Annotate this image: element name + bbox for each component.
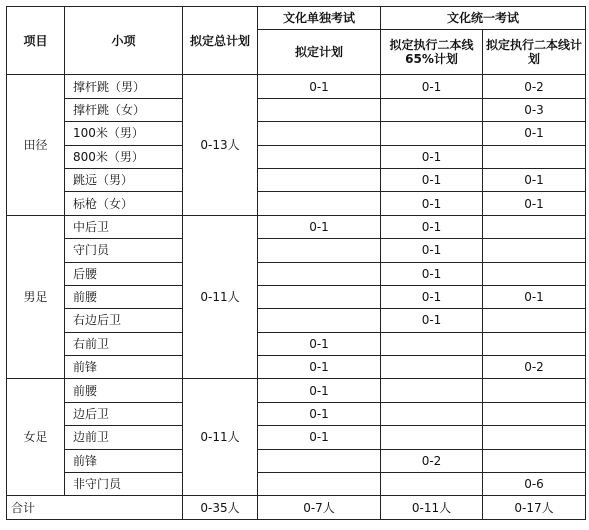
header-project: 项目 [7,7,65,75]
total-label: 合计 [7,496,183,519]
unified-line-cell [483,379,586,402]
unified-65-cell: 0-1 [381,239,483,262]
separate-plan-cell: 0-1 [258,356,381,379]
unified-65-cell [381,332,483,355]
total-row [7,496,586,519]
sub-item-cell: 中后卫 [65,215,183,238]
header-sub-item: 小项 [65,7,183,75]
sub-item-cell: 100米（男） [65,122,183,145]
separate-plan-cell: 0-1 [258,402,381,425]
unified-65-cell: 0-1 [381,309,483,332]
unified-line-cell: 0-6 [483,473,586,496]
unified-line-cell [483,449,586,472]
group-total: 0-13人 [183,75,258,215]
unified-65-cell [381,473,483,496]
sub-item-cell: 右边后卫 [65,309,183,332]
separate-plan-cell [258,122,381,145]
unified-line-cell [483,332,586,355]
group-total: 0-11人 [183,215,258,379]
unified-65-cell: 0-1 [381,145,483,168]
group-name: 女足 [7,379,65,496]
separate-plan-cell [258,168,381,191]
sub-item-cell: 右前卫 [65,332,183,355]
group-total: 0-11人 [183,379,258,496]
table-row [7,122,586,145]
sub-item-cell: 前锋 [65,356,183,379]
separate-plan-cell: 0-1 [258,379,381,402]
sub-item-cell: 边前卫 [65,426,183,449]
separate-plan-cell [258,262,381,285]
separate-plan-cell: 0-1 [258,75,381,98]
sub-item-cell: 非守门员 [65,473,183,496]
table-row [7,285,586,308]
sub-item-cell: 标枪（女） [65,192,183,215]
unified-line-cell: 0-3 [483,98,586,121]
unified-line-sum: 0-17人 [483,496,586,519]
table-row [7,145,586,168]
sub-item-cell: 后腰 [65,262,183,285]
header-separate-plan: 拟定计划 [258,30,381,75]
group-name: 男足 [7,215,65,379]
sub-item-cell: 边后卫 [65,402,183,425]
separate-plan-cell [258,192,381,215]
separate-plan-cell [258,285,381,308]
unified-65-cell [381,98,483,121]
separate-plan-cell [258,309,381,332]
unified-line-cell: 0-1 [483,285,586,308]
unified-65-cell [381,379,483,402]
unified-line-cell [483,402,586,425]
unified-line-cell: 0-1 [483,192,586,215]
unified-65-cell [381,426,483,449]
separate-plan-cell: 0-1 [258,332,381,355]
unified-65-cell [381,356,483,379]
unified-65-sum: 0-11人 [381,496,483,519]
header-row-1 [7,7,586,30]
unified-65-cell: 0-1 [381,285,483,308]
group-name: 田径 [7,75,65,215]
unified-65-cell: 0-1 [381,262,483,285]
table-row [7,473,586,496]
table-row [7,426,586,449]
table-row [7,239,586,262]
header-unified-line: 拟定执行二本线计划 [483,30,586,75]
separate-plan-cell [258,449,381,472]
table-row [7,215,586,238]
sub-item-cell: 守门员 [65,239,183,262]
sub-item-cell: 800米（男） [65,145,183,168]
unified-line-cell: 0-2 [483,75,586,98]
header-unified-65: 拟定执行二本线65%计划 [381,30,483,75]
table-row [7,402,586,425]
table-row [7,192,586,215]
unified-65-cell: 0-2 [381,449,483,472]
sub-item-cell: 跳远（男） [65,168,183,191]
unified-line-cell [483,239,586,262]
unified-line-cell [483,309,586,332]
sub-item-cell: 撑杆跳（男） [65,75,183,98]
unified-65-cell: 0-1 [381,168,483,191]
unified-line-cell [483,426,586,449]
separate-plan-cell: 0-1 [258,215,381,238]
sub-item-cell: 前腰 [65,379,183,402]
table-row [7,332,586,355]
unified-65-cell: 0-1 [381,192,483,215]
unified-line-cell [483,145,586,168]
unified-65-cell: 0-1 [381,215,483,238]
separate-plan-cell [258,239,381,262]
sub-item-cell: 前腰 [65,285,183,308]
sub-item-cell: 前锋 [65,449,183,472]
table-row [7,75,586,98]
unified-65-cell [381,402,483,425]
table-row [7,379,586,402]
separate-plan-cell [258,473,381,496]
table-row [7,98,586,121]
unified-65-cell [381,122,483,145]
table-row [7,309,586,332]
table-row [7,262,586,285]
table-row [7,356,586,379]
unified-line-cell [483,262,586,285]
separate-plan-cell [258,145,381,168]
header-total-plan: 拟定总计划 [183,7,258,75]
separate-plan-cell: 0-1 [258,426,381,449]
total-plan-sum: 0-35人 [183,496,258,519]
recruitment-plan-table [6,6,586,520]
table-row [7,168,586,191]
sub-item-cell: 撑杆跳（女） [65,98,183,121]
separate-plan-cell [258,98,381,121]
header-unified-exam: 文化统一考试 [381,7,586,30]
unified-65-cell: 0-1 [381,75,483,98]
unified-line-cell [483,215,586,238]
unified-line-cell: 0-2 [483,356,586,379]
unified-line-cell: 0-1 [483,122,586,145]
unified-line-cell: 0-1 [483,168,586,191]
separate-plan-sum: 0-7人 [258,496,381,519]
table-row [7,449,586,472]
header-separate-exam: 文化单独考试 [258,7,381,30]
table-body [7,75,586,519]
